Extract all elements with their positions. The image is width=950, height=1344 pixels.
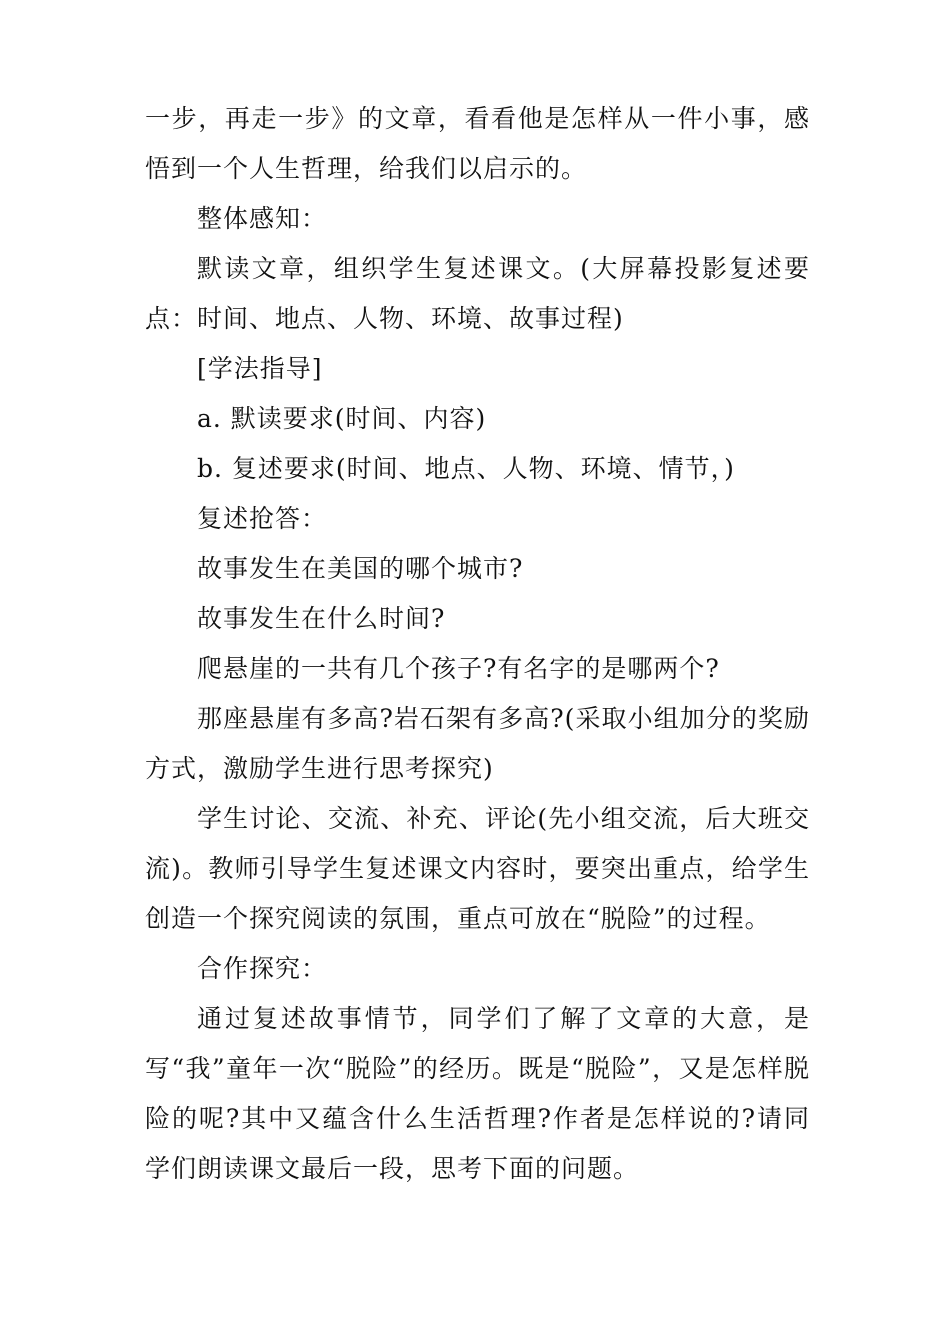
question-time: 故事发生在什么时间? — [197, 604, 446, 633]
question-cliff-height: 那座悬崖有多高?岩石架有多高?(采取小组加分的奖励方式，激励学生进行思考探究) — [145, 704, 810, 783]
heading-cooperative-inquiry: 合作探究： — [197, 954, 328, 983]
item-reading-requirement: a. 默读要求(时间、内容) — [197, 404, 487, 433]
heading-study-guidance: [学法指导] — [197, 354, 323, 383]
paragraph-silent-reading: 默读文章，组织学生复述课文。(大屏幕投影复述要点：时间、地点、人物、环境、故事过程) — [145, 254, 810, 333]
paragraph-intro-continuation: 一步，再走一步》的文章，看看他是怎样从一件小事，感悟到一个人生哲理，给我们以启示的。 — [145, 104, 810, 183]
question-city: 故事发生在美国的哪个城市? — [197, 554, 524, 583]
question-children: 爬悬崖的一共有几个孩子?有名字的是哪两个? — [197, 654, 720, 683]
paragraph-inquiry-prompt: 通过复述故事情节，同学们了解了文章的大意，是写“我”童年一次“脱险”的经历。既是“脱险”，又是怎样脱险的呢?其中又蕴含什么生活哲理?作者是怎样说的?请同学们朗读课文最后一段，思考下面的问题。 — [145, 1004, 810, 1183]
heading-overall-perception: 整体感知： — [197, 204, 328, 233]
item-retelling-requirement: b. 复述要求(时间、地点、人物、环境、情节，) — [197, 454, 735, 483]
heading-quick-answer: 复述抢答： — [197, 504, 328, 533]
document-body — [145, 94, 810, 1194]
paragraph-discussion: 学生讨论、交流、补充、评论(先小组交流，后大班交流)。教师引导学生复述课文内容时，要突出重点，给学生创造一个探究阅读的氛围，重点可放在“脱险”的过程。 — [145, 804, 810, 933]
